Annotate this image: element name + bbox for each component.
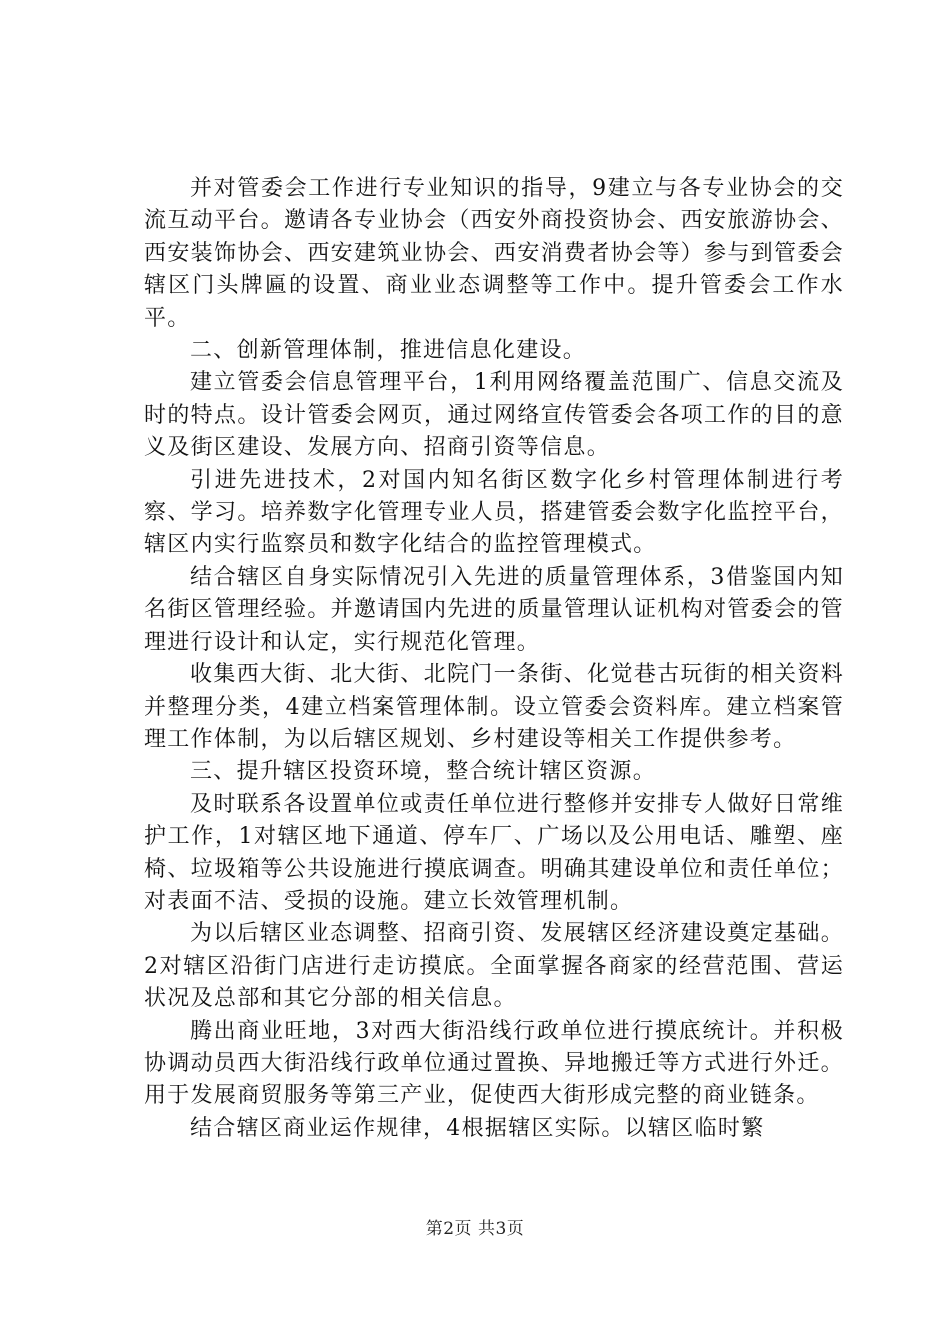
paragraph-3: 引进先进技术，2对国内知名街区数字化乡村管理体制进行考察、学习。培养数字化管理专业人员，搭建管委会数字化监控平台，辖区内实行监察员和数字化结合的监控管理模式。 [144, 467, 844, 558]
section-heading-2: 二、创新管理体制，推进信息化建设。 [190, 338, 587, 364]
section-heading-3: 三、提升辖区投资环境，整合统计辖区资源。 [190, 759, 657, 785]
paragraph-5: 收集西大街、北大街、北院门一条街、化觉巷古玩街的相关资料并整理分类，4建立档案管理体制。设立管委会资料库。建立档案管理工作体制，为以后辖区规划、乡村建设等相关工作提供参考。 [144, 662, 844, 752]
paragraph-9: 结合辖区商业运作规律，4根据辖区实际。以辖区临时繁 [190, 1115, 765, 1141]
paragraph-4: 结合辖区自身实际情况引入先进的质量管理体系，3借鉴国内知名街区管理经验。并邀请国内先进的质量管理认证机构对管委会的管理进行设计和认定，实行规范化管理。 [144, 564, 844, 655]
paragraph-1: 并对管委会工作进行专业知识的指导，9建立与各专业协会的交流互动平台。邀请各专业协会（西安外商投资协会、西安旅游协会、西安装饰协会、西安建筑业协会、西安消费者协会等）参与到管委会辖区门头牌匾的设置、商业业态调整等工作中。提升管委会工作水平。 [144, 176, 844, 331]
page-number-footer: 第2页 共3页 [425, 1219, 525, 1239]
document-body [144, 173, 844, 1145]
paragraph-6: 及时联系各设置单位或责任单位进行整修并安排专人做好日常维护工作，1对辖区地下通道、停车厂、广场以及公用电话、雕塑、座椅、垃圾箱等公共设施进行摸底调查。明确其建设单位和责任单位；对表面不洁、受损的设施。建立长效管理机制。 [144, 791, 844, 914]
paragraph-2: 建立管委会信息管理平台，1利用网络覆盖范围广、信息交流及时的特点。设计管委会网页，通过网络宣传管委会各项工作的目的意义及街区建设、发展方向、招商引资等信息。 [144, 370, 844, 461]
paragraph-7: 为以后辖区业态调整、招商引资、发展辖区经济建设奠定基础。2对辖区沿街门店进行走访摸底。全面掌握各商家的经营范围、营运状况及总部和其它分部的相关信息。 [144, 921, 844, 1012]
paragraph-8: 腾出商业旺地，3对西大街沿线行政单位进行摸底统计。并积极协调动员西大街沿线行政单位通过置换、异地搬迁等方式进行外迁。用于发展商贸服务等第三产业，促使西大街形成完整的商业链条。 [144, 1018, 844, 1109]
